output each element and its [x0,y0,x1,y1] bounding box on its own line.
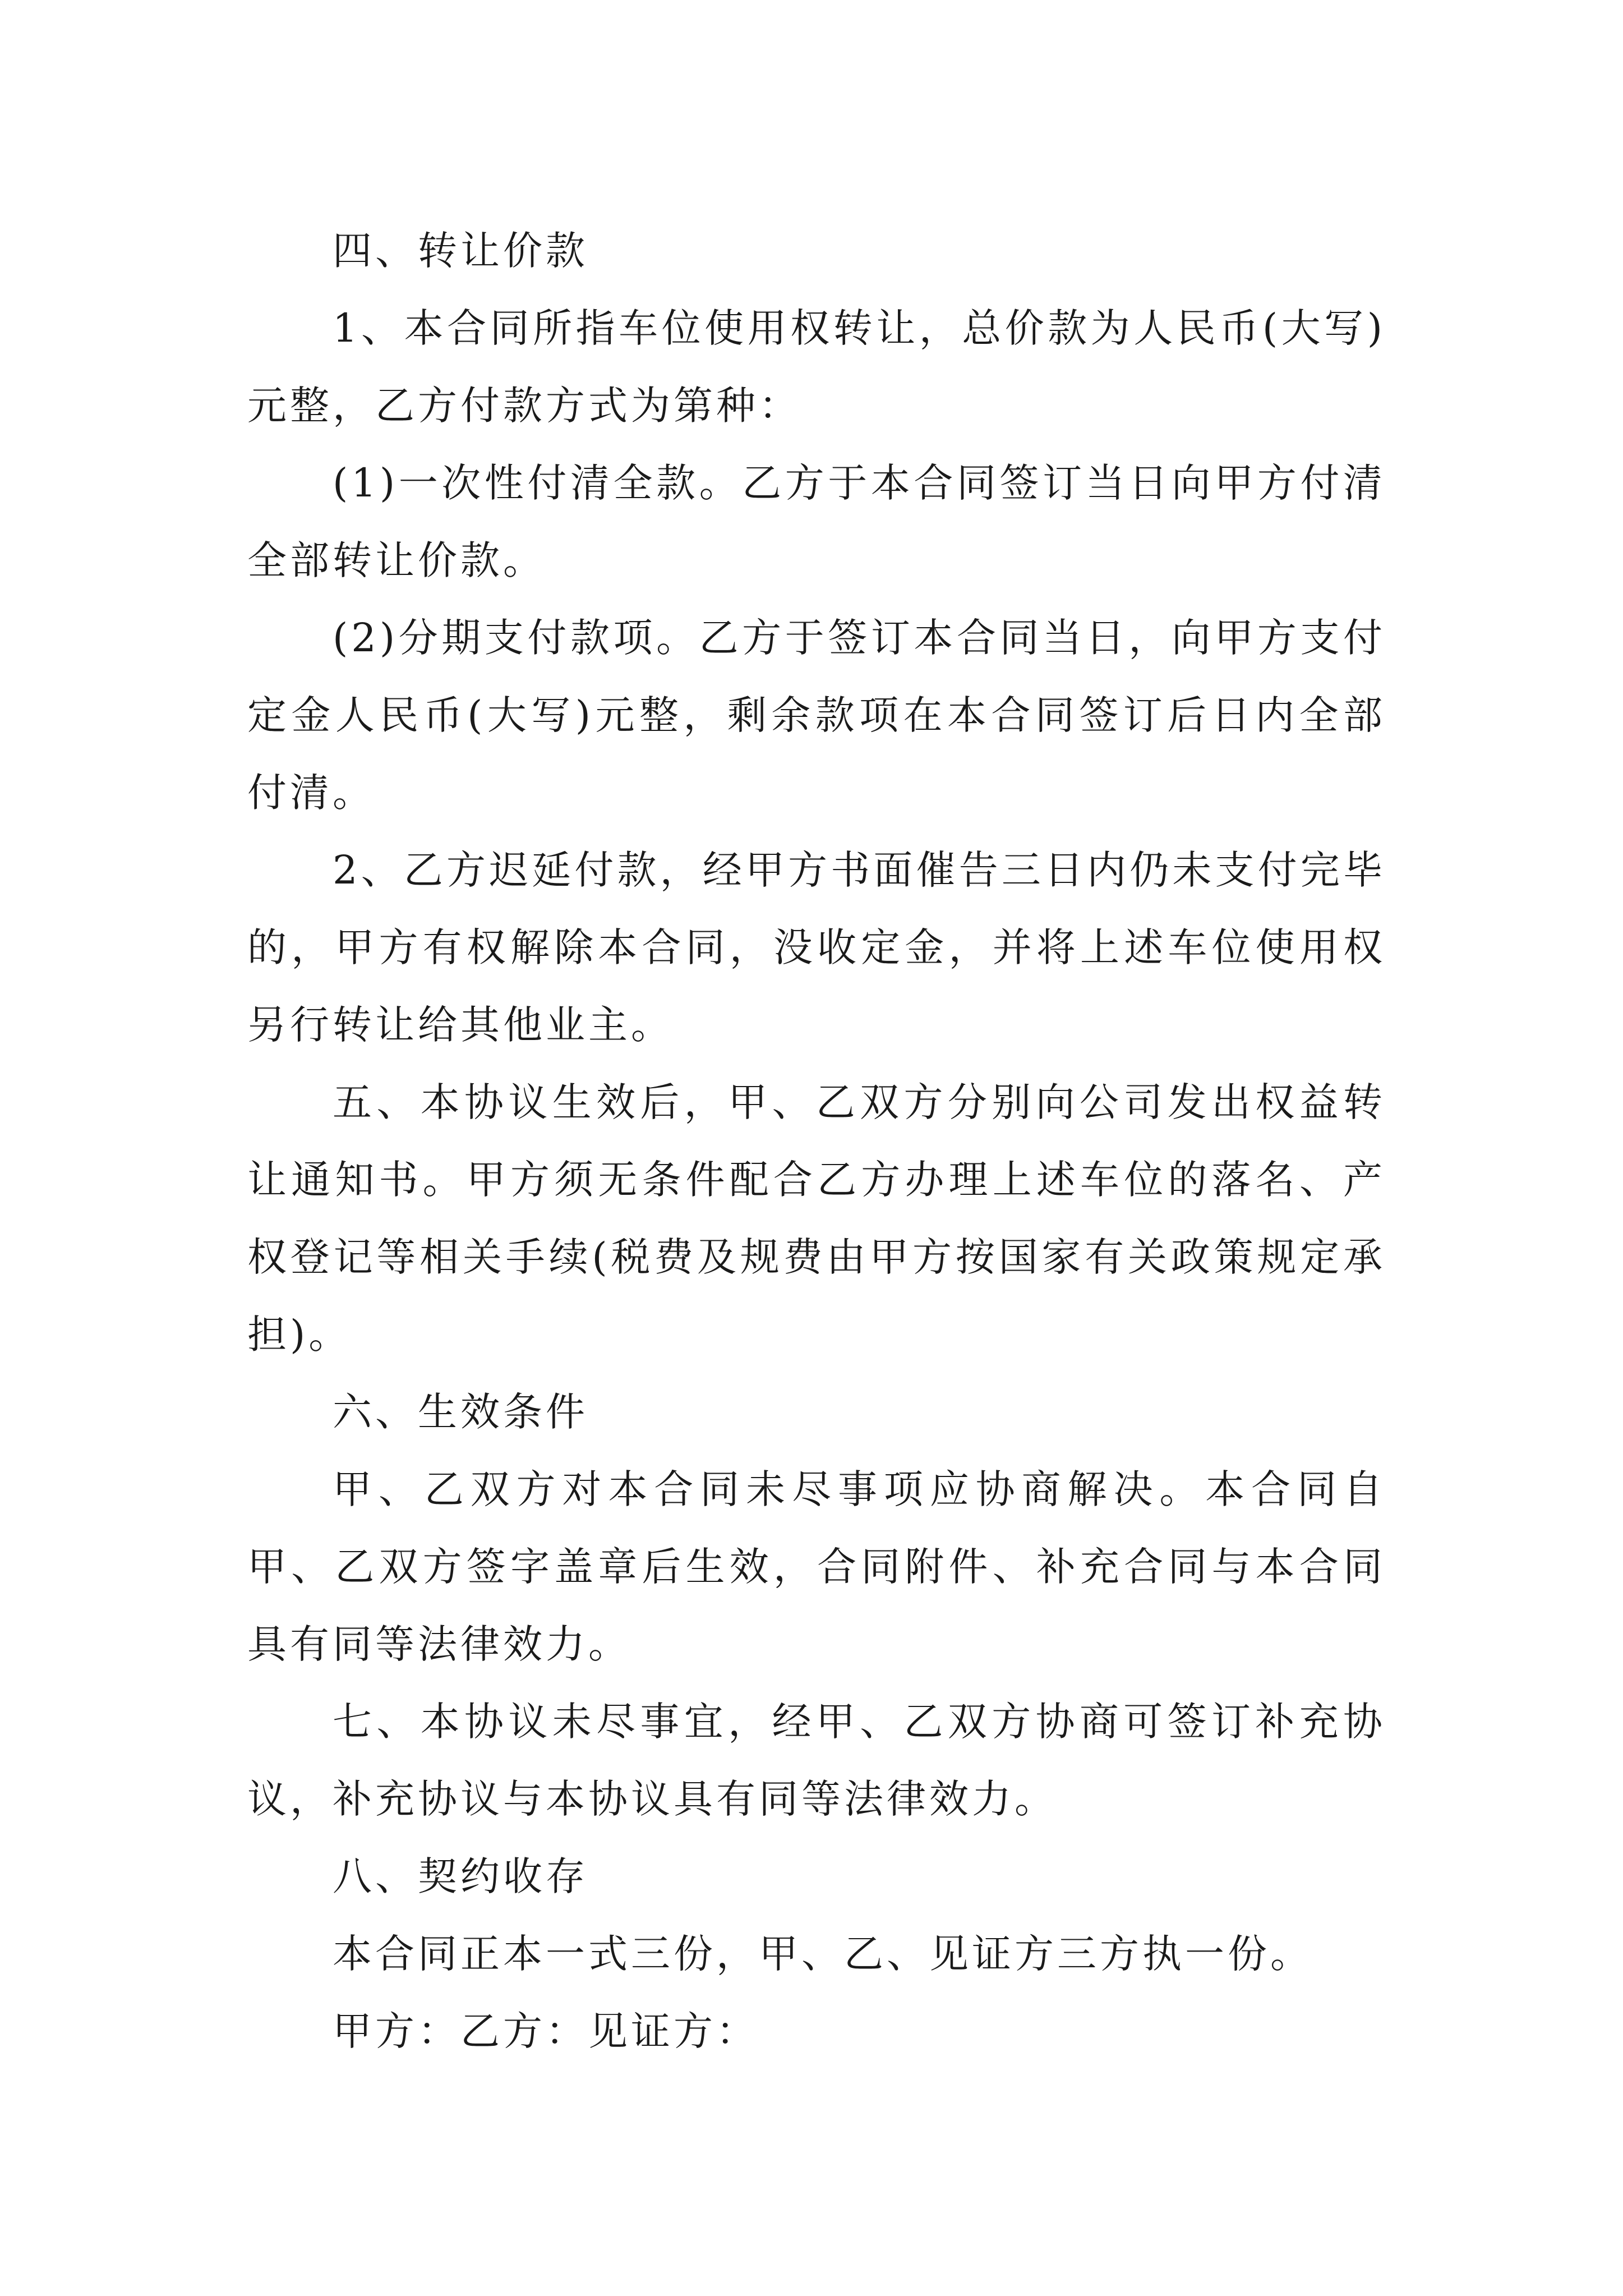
signature-line: 甲方：乙方：见证方： [333,2008,759,2054]
section-heading-effective-conditions: 六、生效条件 [333,1389,588,1435]
clause-full-payment: (1)一次性付清全款。乙方于本合同签订当日向甲方付清全部转让价款。 [247,460,1386,583]
clause-late-payment: 2、乙方迟延付款，经甲方书面催告三日内仍未支付完毕的，甲方有权解除本合同，没收定金，并将上述车位使用权另行转让给其他业主。 [247,847,1386,1048]
section-effect-notice: 五、本协议生效后，甲、乙双方分别向公司发出权益转让通知书。甲方须无条件配合乙方办理上述车位的落名、产权登记等相关手续(税费及规费由甲方按国家有关政策规定承担)。 [247,1079,1386,1358]
document-body [247,212,1386,2070]
clause-effective-conditions: 甲、乙双方对本合同未尽事项应协商解决。本合同自甲、乙双方签字盖章后生效，合同附件、补充合同与本合同具有同等法律效力。 [247,1466,1386,1667]
clause-copies: 本合同正本一式三份，甲、乙、见证方三方执一份。 [333,1931,1313,1977]
clause-installment-payment: (2)分期支付款项。乙方于签订本合同当日，向甲方支付定金人民币(大写)元整，剩余款项在本合同签订后日内全部付清。 [247,615,1386,816]
section-heading-price: 四、转让价款 [333,228,588,274]
section-heading-copies: 八、契约收存 [333,1853,588,1899]
clause-total-price: 1、本合同所指车位使用权转让，总价款为人民币(大写)元整，乙方付款方式为第种： [247,305,1386,429]
section-supplementary-agreement: 七、本协议未尽事宜，经甲、乙双方协商可签订补充协议，补充协议与本协议具有同等法律效力。 [247,1699,1386,1822]
